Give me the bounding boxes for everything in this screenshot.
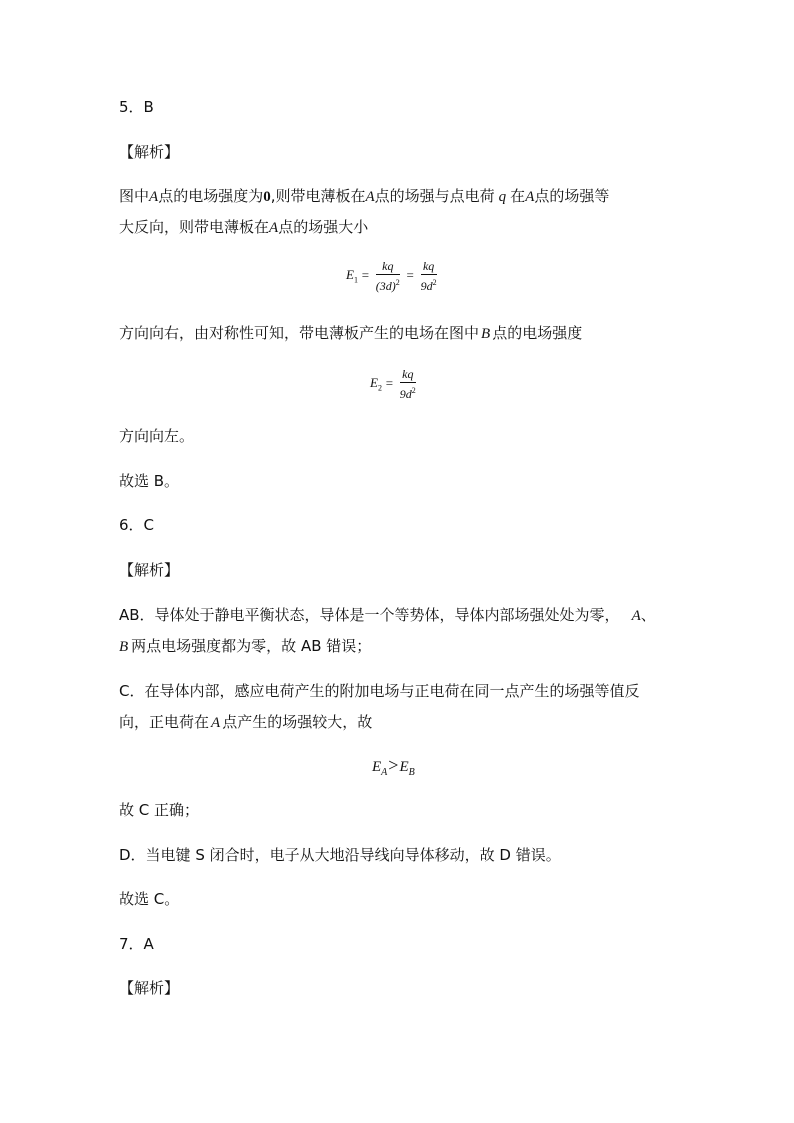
q6-jiexi-label: 【解析】 — [119, 561, 180, 579]
q5-paragraph-4: 方向向左。 — [119, 427, 195, 445]
equation-e2: $E_2$ = $\frac{kq}{9d^2}$ — [370, 367, 416, 401]
q6-option-c-line-1: C．在导体内部，感应电荷产生的附加电场与正电荷在同一点产生的场强等值反 — [119, 682, 640, 700]
q6-option-ab-line-1: AB．导体处于静电平衡状态，导体是一个等势体，导体内部场强处处为零， A、 — [119, 606, 656, 624]
equation-ea-gt-eb: $E_A>E_B$ — [372, 755, 415, 778]
q6-option-ab-line-2: B 两点电场强度都为零，故 AB 错误； — [119, 637, 372, 655]
q5-paragraph-3: 方向向右，由对称性可知，带电薄板产生的电场在图中 B 点的电场强度 — [119, 324, 583, 342]
q6-option-d: D．当电键 S 闭合时，电子从大地沿导线向导体移动，故 D 错误。 — [119, 846, 561, 864]
q7-jiexi-label: 【解析】 — [119, 979, 180, 997]
q6-option-c-conclusion: 故 C 正确； — [119, 801, 200, 819]
q5-paragraph-2: 大反向，则带电薄板在A点的场强大小 — [119, 218, 369, 236]
fraction-3: $\frac{kq}{9d^2}$ — [399, 367, 416, 401]
q6-header: 6．C — [119, 516, 155, 534]
q5-header: 5．B — [119, 98, 154, 116]
q5-conclusion: 故选 B。 — [119, 472, 180, 490]
q5-jiexi-label: 【解析】 — [119, 143, 180, 161]
equation-e1: $E_1$ = $\frac{kq}{(3d)^2}$ = $\frac{kq}{9d^2}$ — [346, 259, 437, 293]
fraction-2: $\frac{kq}{9d^2}$ — [420, 259, 437, 293]
q6-option-c-line-2: 向，正电荷在 A 点产生的场强较大，故 — [119, 713, 373, 731]
q7-header: 7．A — [119, 935, 154, 953]
q5-paragraph-1: 图中A点的电场强度为0,则带电薄板在A点的场强与点电荷 q 在A点的场强等 — [119, 187, 610, 205]
fraction-1: $\frac{kq}{(3d)^2}$ — [375, 259, 400, 293]
q6-conclusion: 故选 C。 — [119, 890, 180, 908]
